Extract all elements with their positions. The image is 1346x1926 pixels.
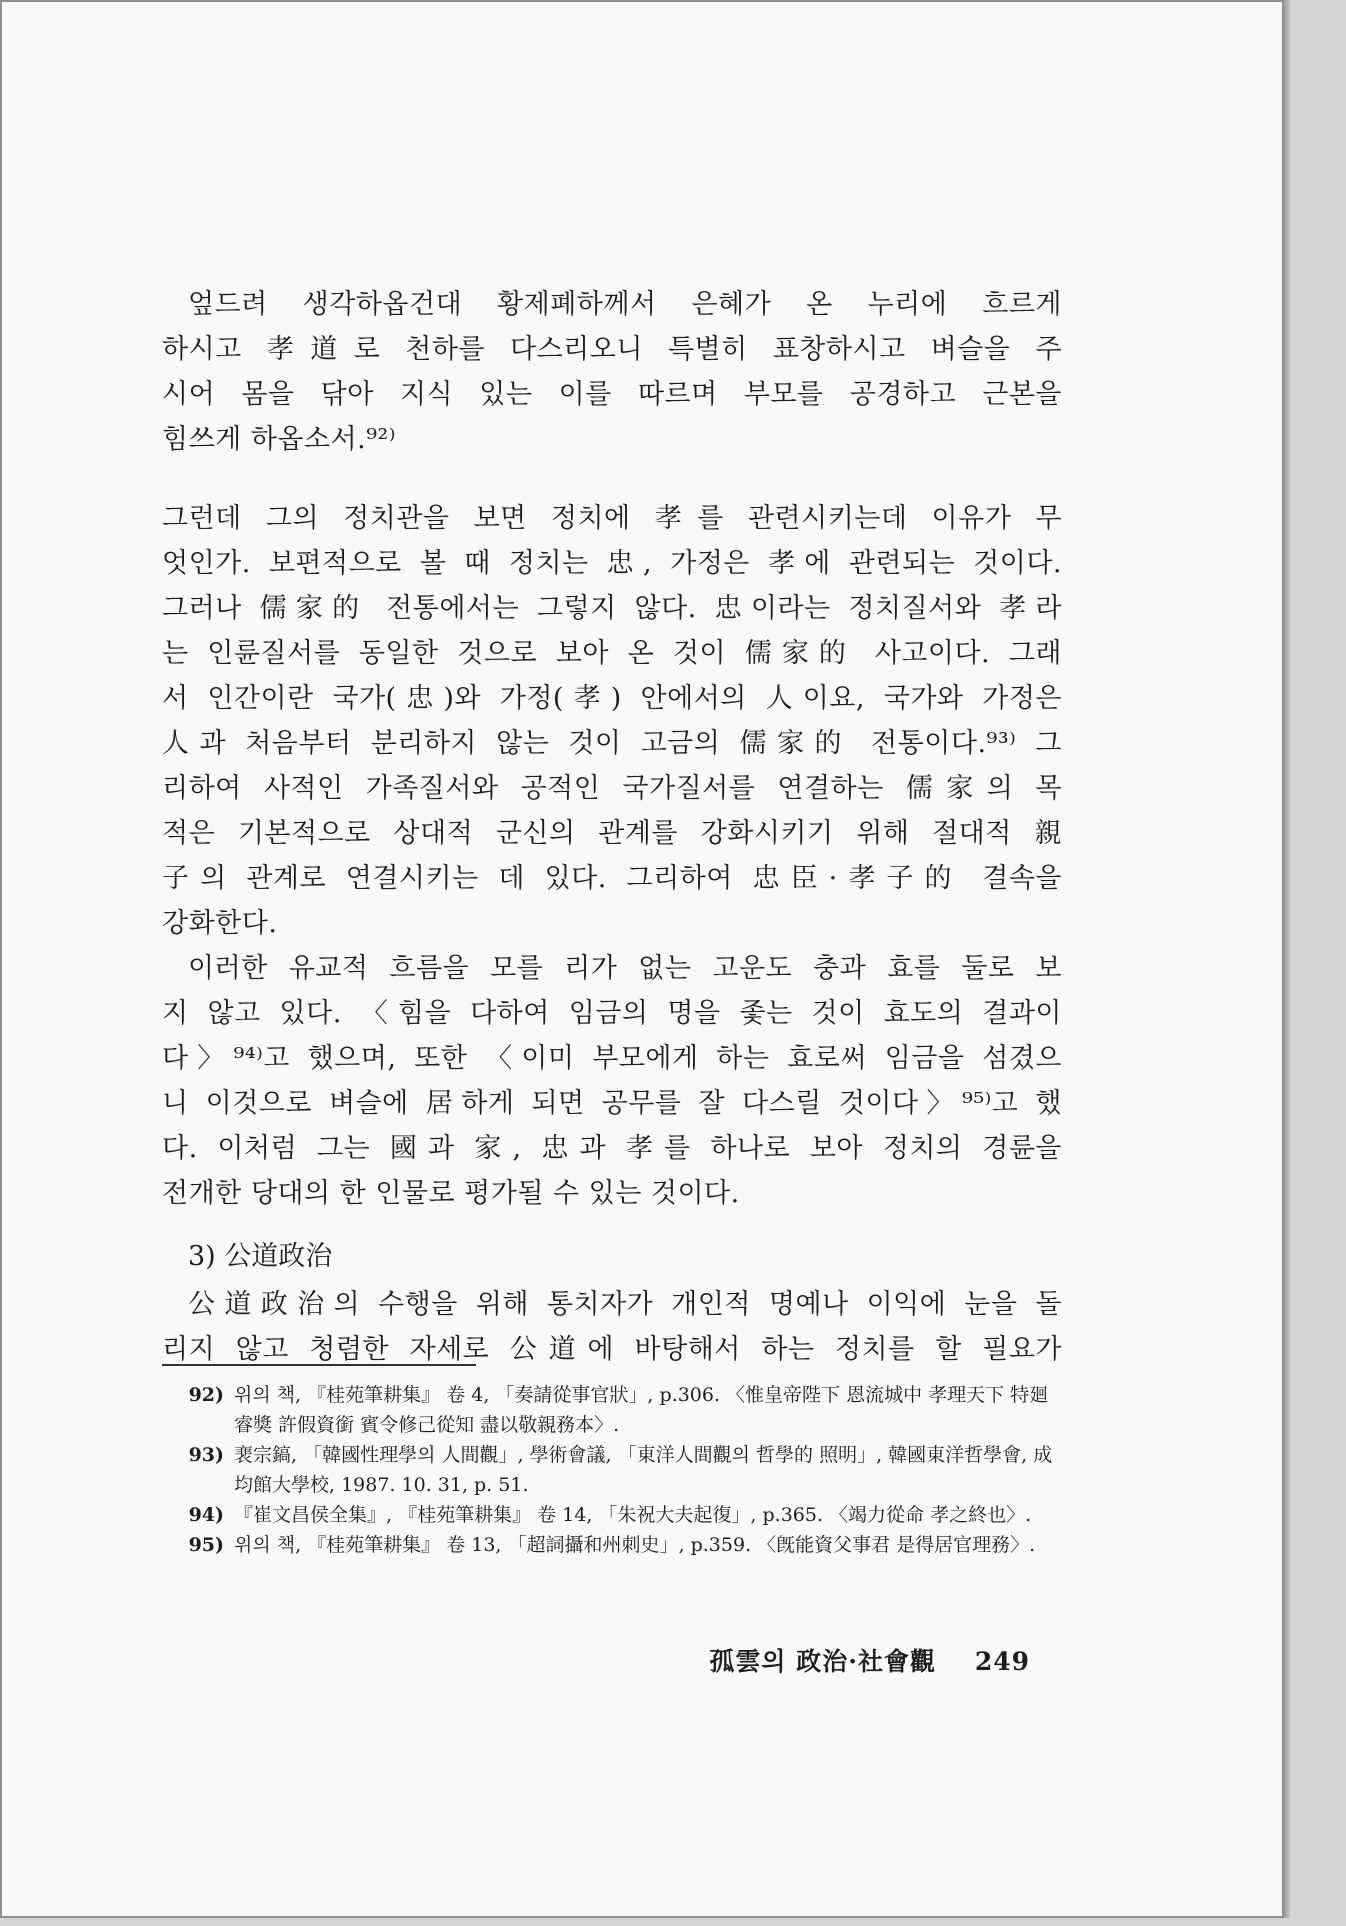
paragraph-2 xyxy=(162,946,1062,1216)
footnote-text: 위의 책, 『桂苑筆耕集』 卷 13, 「超詞攝和州刺史」, p.359. 〈旣能資父事君 是得居官理務〉. xyxy=(234,1534,1036,1556)
paragraph-line: 다. 이처럼 그는 國과 家, 忠과 孝를 하나로 보아 정치의 경륜을 xyxy=(162,1133,1062,1164)
paragraph-3 xyxy=(162,1282,1062,1372)
footnote-divider xyxy=(162,1364,476,1366)
paragraph-line: 子의 관계로 연결시키는 데 있다. 그리하여 忠臣·孝子的 결속을 xyxy=(162,863,1062,894)
paragraph-line: 니 이것으로 벼슬에 居하게 되면 공무를 잘 다스릴 것이다〉⁹⁵⁾고 했 xyxy=(162,1088,1062,1119)
paragraph-line: 적은 기본적으로 상대적 군신의 관계를 강화시키기 위해 절대적 親 xyxy=(162,818,1062,849)
paragraph-line: 지 않고 있다. 〈힘을 다하여 임금의 명을 좇는 것이 효도의 결과이 xyxy=(162,998,1062,1029)
paragraph-line: 그러나 儒家的 전통에서는 그렇지 않다. 忠이라는 정치질서와 孝라 xyxy=(162,593,1062,624)
paragraph-line: 리하여 사적인 가족질서와 공적인 국가질서를 연결하는 儒家의 목 xyxy=(162,773,1062,804)
paragraph-line: 人과 처음부터 분리하지 않는 것이 고금의 儒家的 전통이다.⁹³⁾ 그 xyxy=(162,728,1062,759)
quote-line: 하시고 孝道로 천하를 다스리오니 특별히 표창하시고 벼슬을 주 xyxy=(162,334,1062,365)
footnote-text: 위의 책, 『桂苑筆耕集』 卷 4, 「奏請從事官狀」, p.306. 〈惟皇帝陛下 恩流城中 孝理天下 特廻睿獎 許假資銜 賓令修己從知 盡以敬親務本〉. xyxy=(234,1384,1049,1436)
footnote xyxy=(176,1380,1060,1440)
footnote-number: 94) xyxy=(188,1504,224,1526)
paragraph-1 xyxy=(162,496,1062,946)
paragraph-line: 리지 않고 청렴한 자세로 公道에 바탕해서 하는 정치를 할 필요가 xyxy=(162,1334,1062,1365)
footer-title: 孤雲의 政治·社會觀 xyxy=(709,1647,936,1676)
paragraph-line: 서 인간이란 국가(忠)와 가정(孝) 안에서의 人이요, 국가와 가정은 xyxy=(162,683,1062,714)
footnotes xyxy=(176,1380,1060,1560)
running-footer xyxy=(709,1642,1030,1678)
viewer-background xyxy=(1290,0,1346,1926)
footnote xyxy=(176,1440,1060,1500)
paragraph-line: 는 인륜질서를 동일한 것으로 보아 온 것이 儒家的 사고이다. 그래 xyxy=(162,638,1062,669)
footnote-number: 95) xyxy=(188,1534,224,1556)
footnote-number: 92) xyxy=(188,1384,224,1406)
footnote-text: 『崔文昌侯全集』, 『桂苑筆耕集』 卷 14, 「朱祝大夫起復」, p.365. 〈竭力從命 孝之終也〉. xyxy=(234,1504,1032,1526)
paragraph-line: 이러한 유교적 흐름을 모를 리가 없는 고운도 충과 효를 둘로 보 xyxy=(188,953,1062,984)
footnote xyxy=(176,1530,1060,1560)
paragraph-line: 강화한다. xyxy=(162,908,278,939)
paragraph-line: 엇인가. 보편적으로 볼 때 정치는 忠, 가정은 孝에 관련되는 것이다. xyxy=(162,548,1062,579)
footnote-number: 93) xyxy=(188,1444,224,1466)
paragraph-line: 전개한 당대의 한 인물로 평가될 수 있는 것이다. xyxy=(162,1178,740,1209)
paragraph-line: 다〉⁹⁴⁾고 했으며, 또한 〈이미 부모에게 하는 효로써 임금을 섬겼으 xyxy=(162,1043,1062,1074)
quote-line: 시어 몸을 닦아 지식 있는 이를 따르며 부모를 공경하고 근본을 xyxy=(162,379,1062,410)
footnote-text: 裵宗鎬, 「韓國性理學의 人間觀」, 學術會議, 「東洋人間觀의 哲學的 照明」, 韓國東洋哲學會, 成均館大學校, 1987. 10. 31, p. 51. xyxy=(234,1444,1053,1496)
footnote xyxy=(176,1500,1060,1530)
quote-line: 힘쓰게 하옵소서.⁹²⁾ xyxy=(162,424,397,455)
quote-block xyxy=(162,282,1062,462)
quote-line: 엎드려 생각하옵건대 황제폐하께서 은혜가 온 누리에 흐르게 xyxy=(188,289,1062,320)
paragraph-line: 그런데 그의 정치관을 보면 정치에 孝를 관련시키는데 이유가 무 xyxy=(162,503,1062,534)
section-heading: 3) 公道政治 xyxy=(188,1241,333,1272)
paragraph-line: 公道政治의 수행을 위해 통치자가 개인적 명예나 이익에 눈을 돌 xyxy=(188,1289,1062,1320)
page-number: 249 xyxy=(974,1647,1030,1676)
